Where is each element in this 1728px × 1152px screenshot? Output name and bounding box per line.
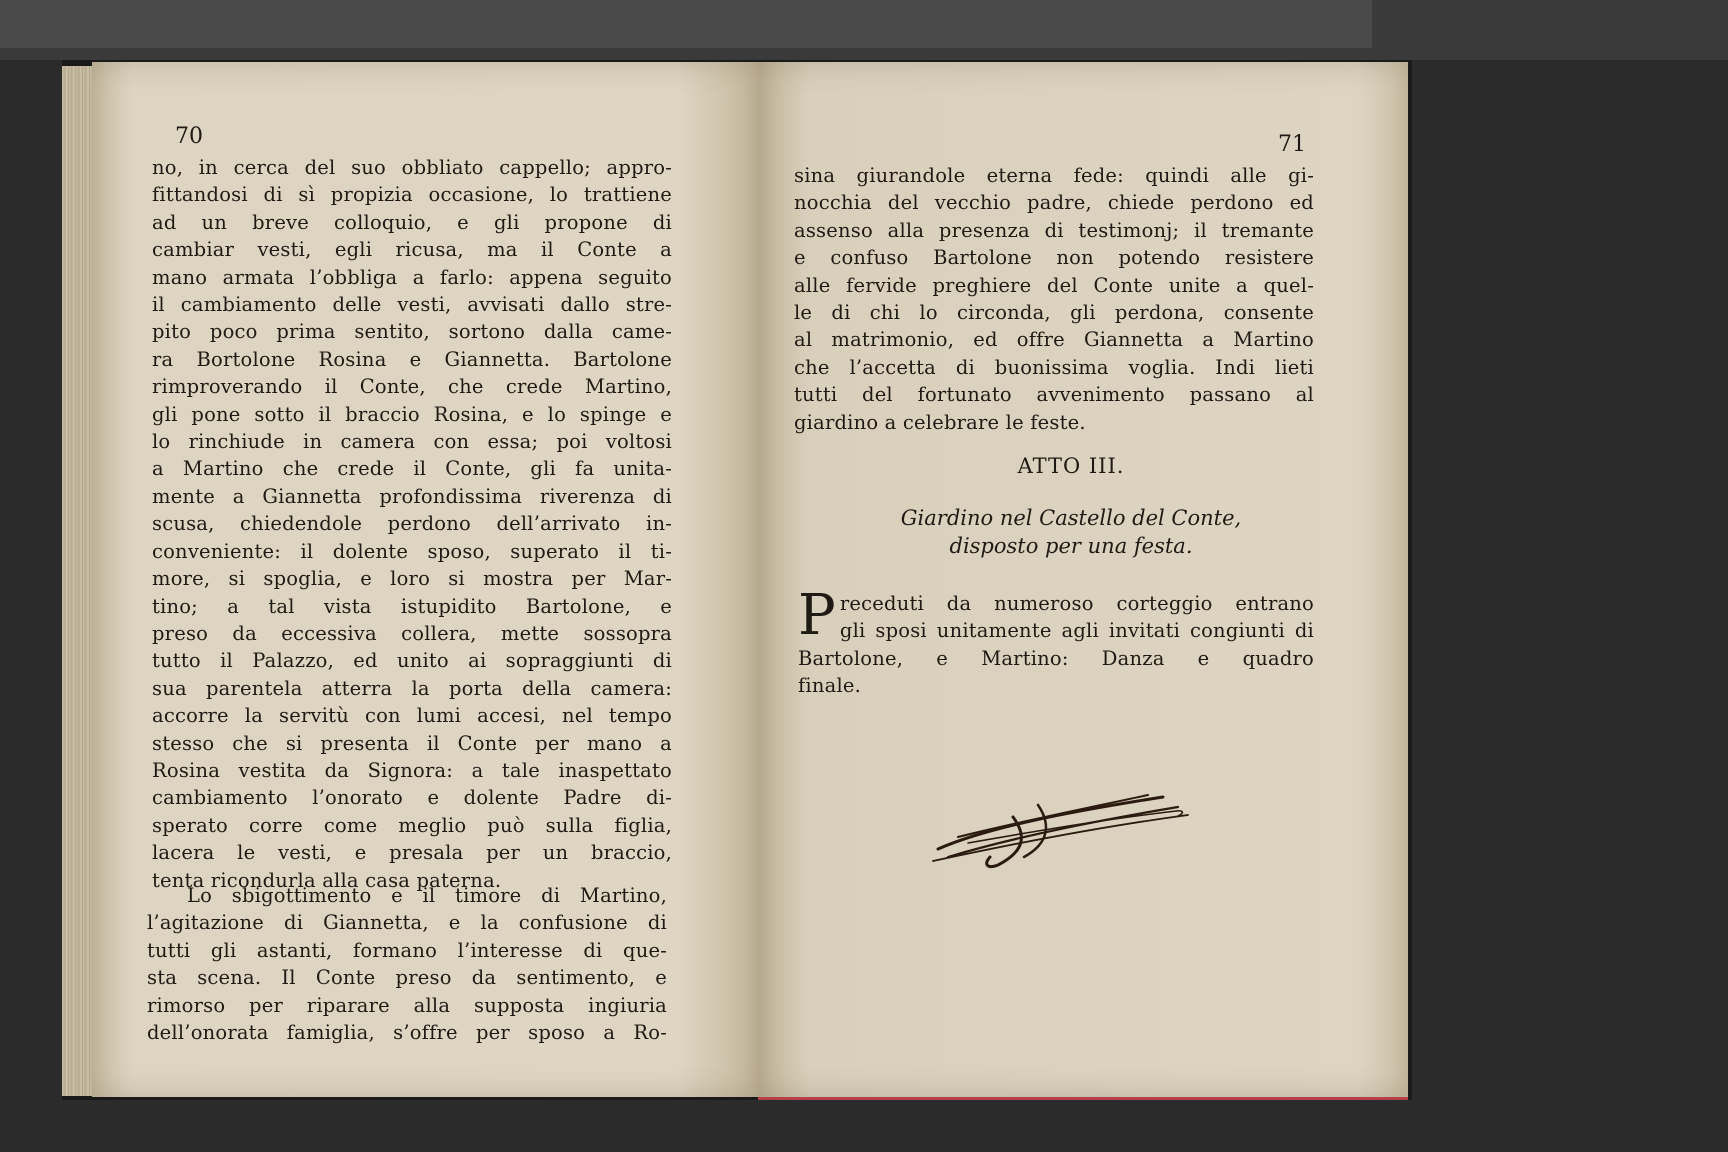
final-paragraph (798, 583, 1314, 700)
left-page-body (152, 154, 672, 894)
text-line: gli sposi unitamente agli invitati congiunti di (839, 619, 1314, 643)
text-line: conveniente: il dolente sposo, superato il ti- (152, 539, 672, 563)
text-line: l’agitazione di Giannetta, e la confusione di (147, 911, 667, 935)
text-line: sperato corre come meglio può sulla figlia, (152, 813, 672, 837)
text-line: gli pone sotto il braccio Rosina, e lo spinge e (152, 402, 672, 426)
text-line: rimproverando il Conte, che crede Martino, (152, 375, 672, 399)
text-line: lo rinchiude in camera con essa; poi voltosi (152, 430, 672, 454)
text-line: che l’accetta di buonissima voglia. Indi lieti (794, 355, 1314, 379)
final-lines (798, 583, 1314, 700)
text-line: sta scena. Il Conte preso da sentimento, e (147, 966, 667, 990)
page-number-left: 70 (175, 124, 203, 149)
text-line: tino; a tal vista istupidito Bartolone, e (152, 594, 672, 618)
scene-description-line-2: disposto per una festa. (949, 534, 1193, 558)
handwritten-flourish (928, 777, 1198, 877)
text-line: Bartolone, e Martino: Danza e quadro (798, 646, 1314, 670)
text-line: al matrimonio, ed offre Giannetta a Martino (794, 328, 1314, 352)
text-line: finale. (798, 674, 862, 698)
text-line: Lo sbigottimento e il timore di Martino, (187, 884, 667, 907)
text-line: il cambiamento delle vesti, avvisati dallo stre- (152, 293, 672, 317)
text-line: receduti da numeroso corteggio entrano (839, 592, 1314, 615)
text-line: mano armata l’obbliga a farlo: appena seguito (152, 265, 672, 289)
text-line: ad un breve colloquio, e gli propone di (152, 210, 672, 234)
text-line: preso da eccessiva collera, mette sossopra (152, 621, 672, 645)
text-line: tutto il Palazzo, ed unito ai sopraggiunti di (152, 649, 672, 673)
text-line: rimorso per riparare alla supposta ingiuria (147, 993, 667, 1017)
text-line: stesso che si presenta il Conte per mano a (152, 731, 672, 755)
text-line: alle fervide preghiere del Conte unite a quel- (794, 273, 1314, 297)
text-line: tutti del fortunato avvenimento passano al (794, 383, 1314, 407)
page-number-right: 71 (1278, 132, 1306, 157)
text-line: sua parentela atterra la porta della camera: (152, 676, 672, 700)
text-line: cambiamento l’onorato e dolente Padre di- (152, 786, 672, 810)
right-page (758, 62, 1408, 1100)
drop-cap: P (798, 583, 836, 648)
text-line: dell’onorata famiglia, s’offre per sposo a Ro- (147, 1021, 667, 1045)
text-line: lacera le vesti, e presala per un braccio, (152, 841, 672, 865)
text-line: cambiar vesti, egli ricusa, ma il Conte a (152, 238, 672, 262)
text-line: le di chi lo circonda, gli perdona, consente (794, 301, 1314, 325)
text-line: a Martino che crede il Conte, gli fa unita- (152, 457, 672, 481)
text-line: assenso alla presenza di testimonj; il tremante (794, 218, 1314, 242)
text-line: more, si spoglia, e loro si mostra per Mar- (152, 567, 672, 591)
right-page-body (794, 162, 1314, 436)
scene-description-line-1: Giardino nel Castello del Conte, (900, 506, 1242, 530)
text-line: fittandosi di sì propizia occasione, lo trattiene (152, 183, 672, 207)
text-line: pito poco prima sentito, sortono dalla came- (152, 320, 672, 344)
text-line: tenta ricondurla alla casa paterna. (152, 868, 502, 892)
text-line: tutti gli astanti, formano l’interesse di que- (147, 938, 667, 962)
text-line: Rosina vestita da Signora: a tale inaspettato (152, 758, 672, 782)
text-line: no, in cerca del suo obbliato cappello; appro- (152, 156, 672, 179)
text-line: giardino a celebrare le feste. (794, 410, 1086, 434)
text-line: mente a Giannetta profondissima riverenza di (152, 484, 672, 508)
text-line: sina giurandole eterna fede: quindi alle gi- (794, 164, 1314, 187)
left-page-paragraph-2 (147, 882, 667, 1046)
act-heading: ATTO III. (1017, 454, 1125, 478)
text-line: ra Bortolone Rosina e Giannetta. Bartolone (152, 347, 672, 371)
scan-background-top (0, 0, 1728, 60)
text-line: nocchia del vecchio padre, chiede perdono ed (794, 191, 1314, 215)
text-line: scusa, chiedendole perdono dell’arrivato in- (152, 512, 672, 536)
text-line: accorre la servitù con lumi accesi, nel tempo (152, 704, 672, 728)
left-page (92, 62, 758, 1097)
text-line: e confuso Bartolone non potendo resistere (794, 246, 1314, 270)
